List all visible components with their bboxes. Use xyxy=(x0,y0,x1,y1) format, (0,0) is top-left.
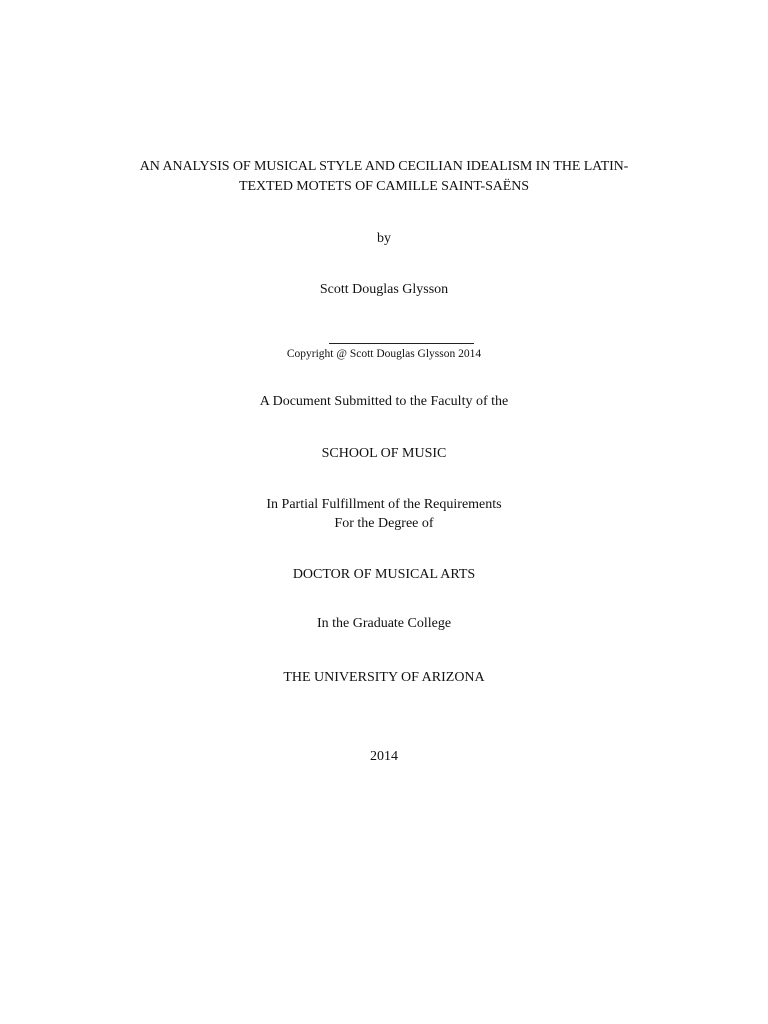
college-name: In the Graduate College xyxy=(316,616,452,631)
degree-name: DOCTOR OF MUSICAL ARTS xyxy=(292,567,476,582)
fulfillment-line-1: In Partial Fulfillment of the Requirements xyxy=(266,497,502,512)
title-line-2: TEXTED MOTETS OF CAMILLE SAINT-SAËNS xyxy=(239,179,529,194)
document-year: 2014 xyxy=(370,749,398,764)
copyright-notice: Copyright @ Scott Douglas Glysson 2014 xyxy=(286,348,482,360)
submission-statement: A Document Submitted to the Faculty of the xyxy=(259,394,509,409)
university-name: THE UNIVERSITY OF ARIZONA xyxy=(283,670,485,685)
by-label: by xyxy=(377,231,391,246)
fulfillment-line-2: For the Degree of xyxy=(334,516,434,531)
signature-rule xyxy=(329,343,474,344)
author-name: Scott Douglas Glysson xyxy=(319,282,449,297)
title-line-1: AN ANALYSIS OF MUSICAL STYLE AND CECILIAN IDEALISM IN THE LATIN- xyxy=(139,159,629,174)
school-name: SCHOOL OF MUSIC xyxy=(321,446,447,461)
